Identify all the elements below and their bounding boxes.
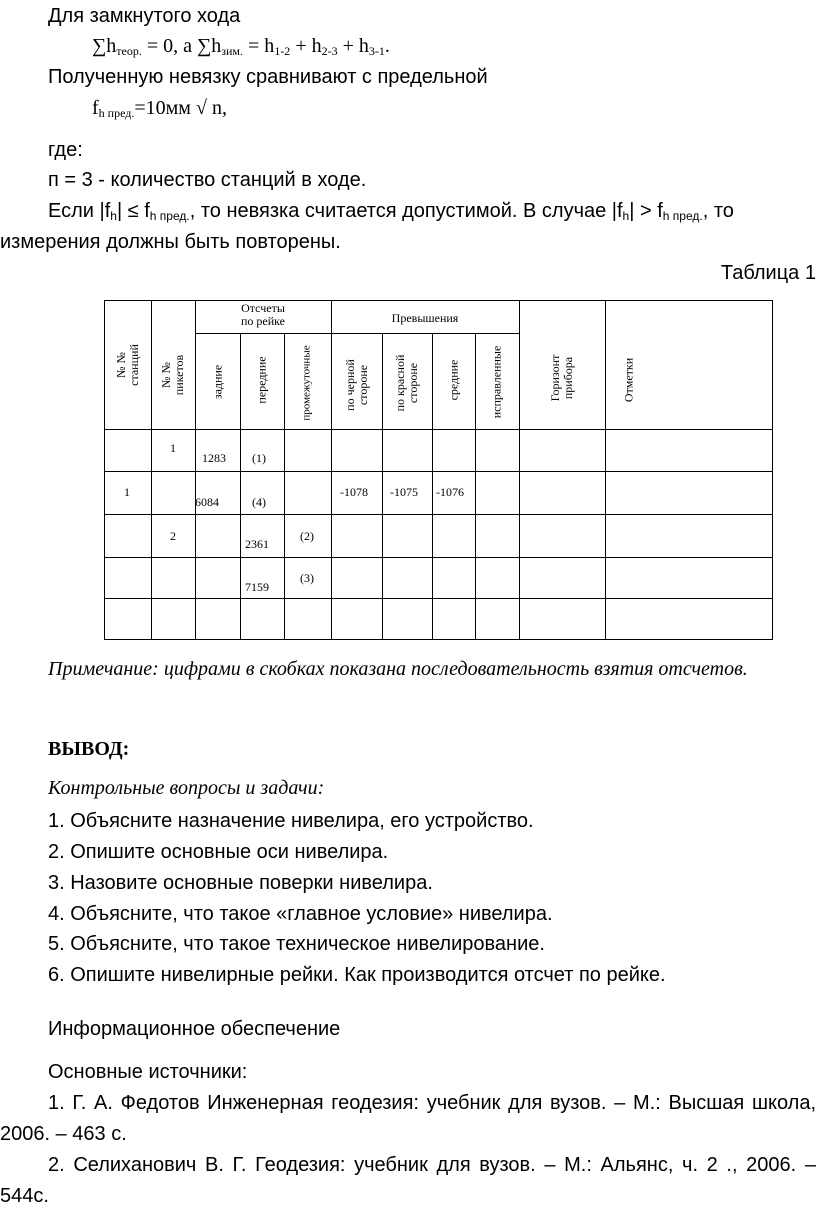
text-part: | > f	[629, 200, 663, 222]
table-gridline	[331, 300, 332, 640]
cell-picket-1: 1	[170, 441, 176, 455]
table-gridline	[240, 333, 241, 640]
cell-back-reading-1: 1283	[202, 451, 226, 465]
conclusion-heading: ВЫВОД:	[48, 738, 130, 760]
cell-red-elevation: -1075	[390, 485, 418, 499]
header-text: Горизонт прибора	[548, 354, 575, 402]
cell-station-1: 1	[124, 485, 130, 499]
table-border	[104, 639, 773, 640]
cell-back-reading-2: 6084	[195, 495, 219, 509]
table-gridline	[475, 333, 476, 640]
header-red-side	[394, 355, 420, 412]
header-marks: Отметки	[621, 357, 636, 403]
formula-part: =10мм √ n,	[134, 97, 227, 119]
source-item: 1. Г. А. Федотов Инженерная геодезия: учебник для вузов. – М.: Высшая школа, 2006. – 463 с.	[0, 1092, 816, 1145]
formula-part: = h	[243, 35, 275, 57]
intro-line-compare: Полученную невязку сравнивают с предельной	[48, 66, 488, 88]
table-note: Примечание: цифрами в скобках показана последовательность взятия отсчетов.	[48, 658, 748, 680]
table-border	[772, 300, 773, 640]
header-pickets	[160, 355, 186, 395]
table-gridline	[519, 300, 520, 640]
formula-sum-heights	[92, 34, 390, 63]
header-text: № № станций	[114, 344, 141, 386]
header-text: № № пикетов	[159, 354, 186, 396]
intro-line-where: где:	[48, 139, 83, 161]
header-mean: средние	[446, 359, 461, 401]
formula-sub: теор.	[116, 44, 142, 58]
question-item: 5. Объясните, что такое техническое нивелирование.	[48, 933, 545, 955]
table-gridline	[382, 333, 383, 640]
table-gridline	[104, 557, 773, 558]
header-corrected: исправленные	[489, 345, 504, 419]
table-gridline	[151, 300, 152, 640]
cell-front-reading-2: 7159	[245, 580, 269, 594]
header-readings-group: Отсчеты по рейке	[240, 301, 286, 328]
formula-sub: зим.	[221, 44, 244, 58]
intro-line-stations-count: п = 3 - количество станций в ходе.	[48, 169, 367, 191]
header-text: по черной стороне	[343, 359, 370, 411]
formula-part: = 0, а ∑h	[141, 35, 222, 57]
table-border	[104, 300, 105, 640]
question-item: 2. Опишите основные оси нивелира.	[48, 841, 389, 863]
text-sub: h	[110, 209, 117, 223]
text-sub: h пред.	[149, 209, 190, 223]
table-gridline	[104, 429, 773, 430]
table-gridline	[195, 300, 196, 640]
cell-black-elevation: -1078	[340, 485, 368, 499]
formula-part: ∑h	[92, 35, 117, 57]
table-gridline	[432, 333, 433, 640]
intro-line-closed-traverse: Для замкнутого хода	[48, 5, 241, 27]
formula-part: f	[92, 97, 99, 119]
header-stations	[115, 344, 141, 386]
formula-sub: 1-2	[274, 44, 291, 58]
sources-title: Основные источники:	[48, 1061, 248, 1083]
cell-front-reading-1: 2361	[245, 537, 269, 551]
formula-part: + h	[337, 35, 369, 57]
header-black-side	[344, 359, 370, 411]
leveling-table	[104, 300, 773, 640]
header-text: по красной стороне	[393, 354, 420, 412]
table-gridline	[104, 598, 773, 599]
intro-line-repeat: измерения должны быть повторены.	[0, 231, 341, 253]
text-sub: h	[622, 209, 630, 223]
intro-line-condition	[48, 199, 734, 228]
question-item: 6. Опишите нивелирные рейки. Как производится отсчет по рейке.	[48, 964, 666, 986]
formula-limit	[92, 96, 227, 125]
info-title: Информационное обеспечение	[48, 1018, 341, 1040]
questions-title: Контрольные вопросы и задачи:	[48, 777, 325, 799]
source-item: 2. Селиханович В. Г. Геодезия: учебник для вузов. – М.: Альянс, ч. 2 ., 2006. – 544с.	[0, 1154, 816, 1207]
formula-sub: 2-3	[321, 44, 338, 58]
table-gridline	[104, 471, 773, 472]
header-intermediate: промежуточные	[300, 345, 313, 421]
cell-back-order-2: (4)	[252, 495, 266, 509]
question-item: 1. Объясните назначение нивелира, его устройство.	[48, 810, 534, 832]
question-item: 3. Назовите основные поверки нивелира.	[48, 872, 433, 894]
header-front: передние	[254, 356, 269, 404]
cell-front-order-2: (3)	[300, 571, 314, 585]
text-sub: h пред.	[662, 209, 703, 223]
text-part: Если |f	[48, 200, 111, 222]
text-part: , то	[702, 200, 734, 222]
formula-part: .	[384, 35, 390, 57]
formula-sub: 3-1	[368, 44, 385, 58]
text-part: | ≤ f	[116, 200, 150, 222]
cell-front-order-1: (2)	[300, 529, 314, 543]
header-instrument-horizon	[549, 355, 575, 402]
text-part: , то невязка считается допустимой. В случае |f	[189, 200, 623, 222]
cell-picket-2: 2	[170, 529, 176, 543]
cell-mean-elevation: -1076	[436, 485, 464, 499]
formula-part: + h	[290, 35, 322, 57]
header-back: задние	[210, 364, 225, 400]
table-gridline	[195, 333, 519, 334]
table-gridline	[104, 514, 773, 515]
table-gridline	[605, 300, 606, 640]
table-border	[104, 300, 773, 301]
header-elevations-group: Превышения	[391, 311, 459, 325]
table-gridline	[284, 333, 285, 640]
table-caption: Таблица 1	[720, 262, 816, 284]
cell-back-order-1: (1)	[252, 451, 266, 465]
formula-sub: h пред.	[98, 106, 135, 120]
question-item: 4. Объясните, что такое «главное условие» нивелира.	[48, 903, 553, 925]
